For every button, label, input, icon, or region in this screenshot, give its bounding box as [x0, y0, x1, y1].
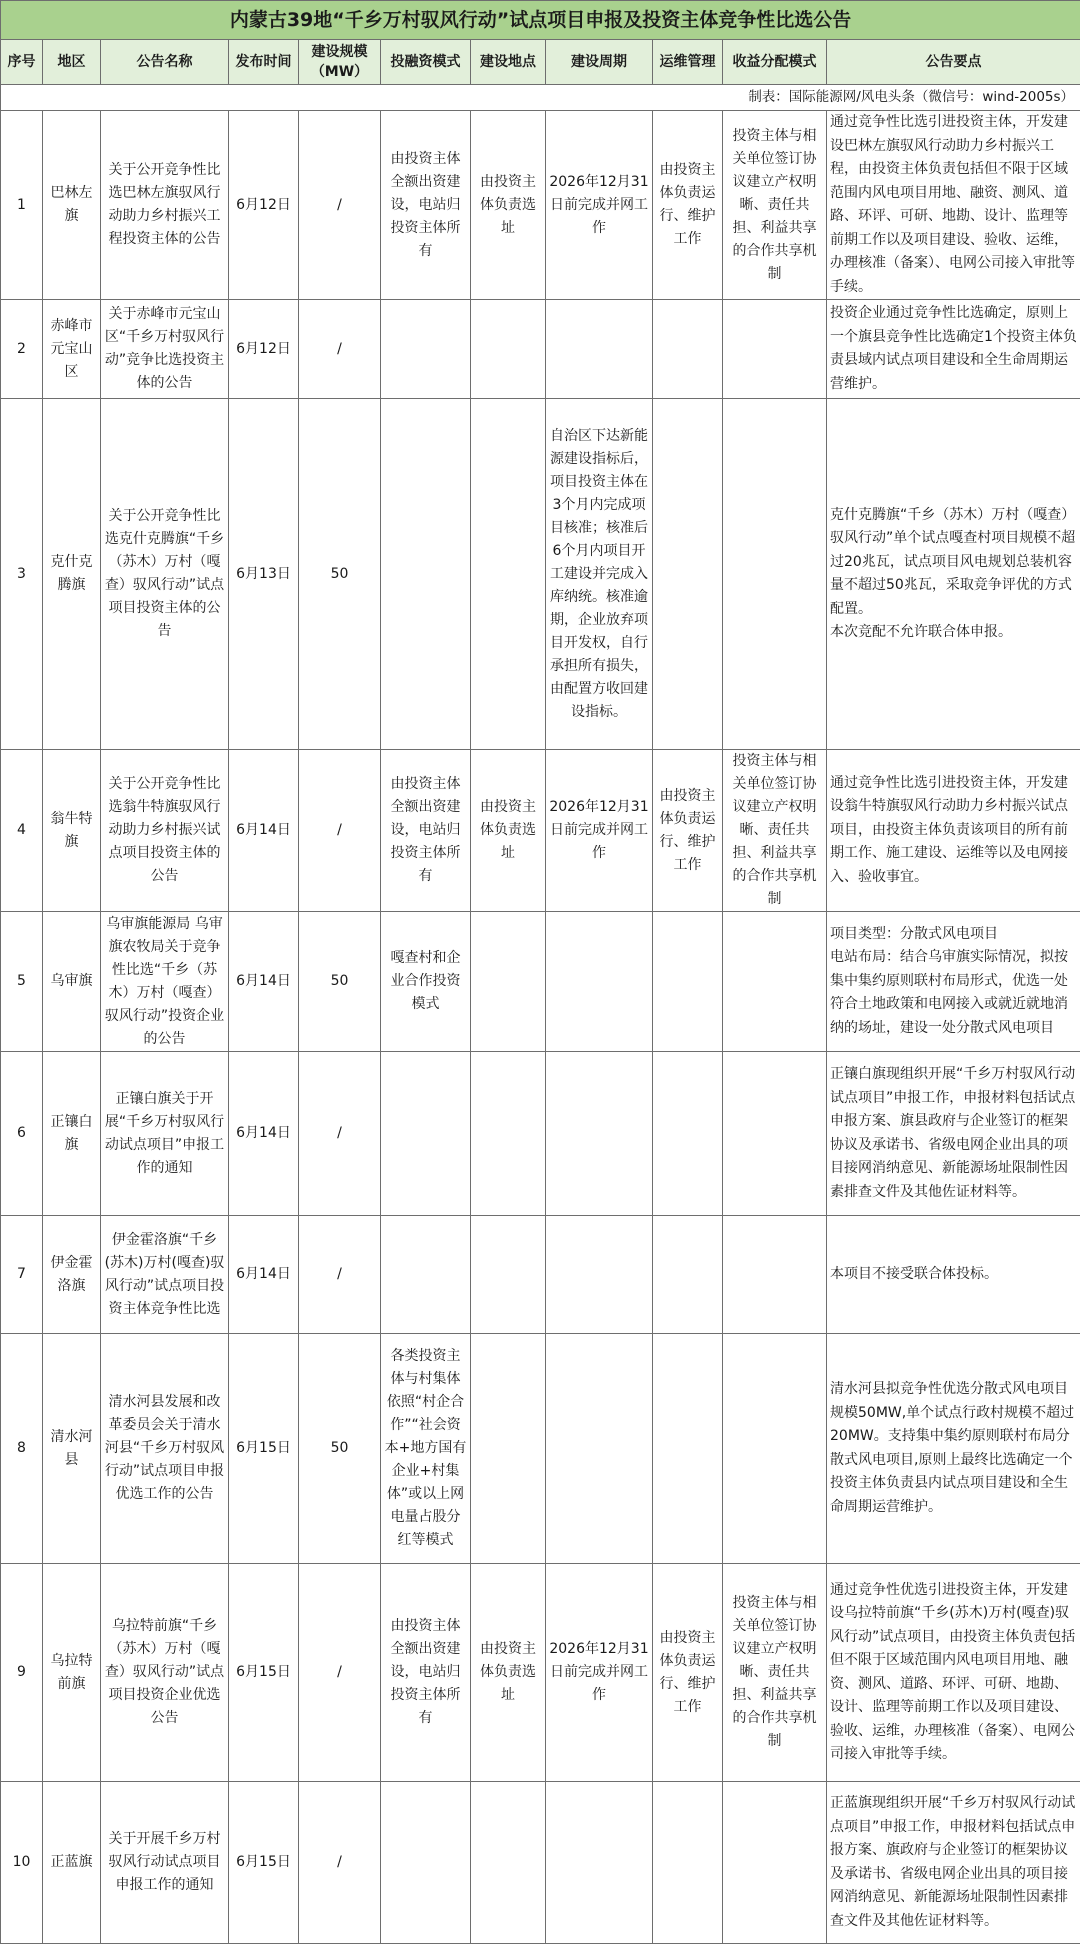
cell-date: 6月12日 — [229, 111, 299, 300]
cell-date: 6月14日 — [229, 750, 299, 912]
cell-scale: / — [299, 750, 381, 912]
notes-paragraph: 通过竞争性比选引进投资主体，开发建设翁牛特旗驭风行动助力乡村振兴试点项目，由投资主体负责该项目的所有前期工作、施工建设、运维等以及电网接入、验收事宜。 — [830, 772, 1078, 890]
cell-revenue: 投资主体与相关单位签订协议建立产权明晰、责任共担、利益共享的合作共享机制 — [723, 750, 827, 912]
cell-site — [471, 1782, 546, 1944]
cell-notes — [827, 1334, 1080, 1564]
cell-scale: / — [299, 1564, 381, 1782]
header-period: 建设周期 — [546, 40, 653, 85]
cell-finance: 嘎查村和企业合作投资模式 — [381, 912, 471, 1052]
cell-scale: / — [299, 1052, 381, 1216]
cell-scale: 50 — [299, 399, 381, 750]
cell-scale: / — [299, 1782, 381, 1944]
cell-name: 关于公开竞争性比选巴林左旗驭风行动助力乡村振兴工程投资主体的公告 — [101, 111, 229, 300]
notes-paragraph: 正镶白旗现组织开展“千乡万村驭风行动试点项目”申报工作，申报材料包括试点申报方案、旗县政府与企业签订的框架协议及承诺书、省级电网企业出具的项目接网消纳意见、新能源场址限制性因素排查文件及其他佐证材料等。 — [830, 1063, 1078, 1204]
notes-paragraph: 正蓝旗现组织开展“千乡万村驭风行动试点项目”申报工作，申报材料包括试点申报方案、旗政府与企业签订的框架协议及承诺书、省级电网企业出具的项目接网消纳意见、新能源场址限制性因素排查文件及其他佐证材料等。 — [830, 1792, 1078, 1933]
cell-ops — [653, 1052, 723, 1216]
cell-notes — [827, 1782, 1080, 1944]
cell-ops — [653, 1782, 723, 1944]
cell-notes — [827, 750, 1080, 912]
cell-seq: 7 — [1, 1216, 43, 1334]
cell-seq: 10 — [1, 1782, 43, 1944]
cell-site — [471, 399, 546, 750]
cell-notes — [827, 1052, 1080, 1216]
cell-region: 伊金霍洛旗 — [43, 1216, 101, 1334]
cell-seq: 8 — [1, 1334, 43, 1564]
cell-ops — [653, 1216, 723, 1334]
cell-revenue — [723, 1216, 827, 1334]
cell-period: 2026年12月31日前完成并网工作 — [546, 750, 653, 912]
cell-revenue: 投资主体与相关单位签订协议建立产权明晰、责任共担、利益共享的合作共享机制 — [723, 1564, 827, 1782]
header-site: 建设地点 — [471, 40, 546, 85]
cell-date: 6月14日 — [229, 912, 299, 1052]
cell-ops: 由投资主体负责运行、维护工作 — [653, 1564, 723, 1782]
header-notes: 公告要点 — [827, 40, 1080, 85]
cell-site: 由投资主体负责选址 — [471, 111, 546, 300]
cell-ops — [653, 1334, 723, 1564]
cell-notes — [827, 1216, 1080, 1334]
cell-revenue — [723, 912, 827, 1052]
cell-name: 关于公开竞争性比选克什克腾旗“千乡（苏木）万村（嘎查）驭风行动”试点项目投资主体的公告 — [101, 399, 229, 750]
cell-ops — [653, 300, 723, 399]
cell-name: 正镶白旗关于开展“千乡万村驭风行动试点项目”申报工作的通知 — [101, 1052, 229, 1216]
cell-region: 乌拉特前旗 — [43, 1564, 101, 1782]
cell-finance: 由投资主体全额出资建设，电站归投资主体所有 — [381, 1564, 471, 1782]
notes-paragraph: 本次竞配不允许联合体申报。 — [830, 621, 1078, 645]
header-finance: 投融资模式 — [381, 40, 471, 85]
cell-site — [471, 1216, 546, 1334]
notes-paragraph: 项目类型：分散式风电项目 — [830, 923, 1078, 947]
cell-period — [546, 912, 653, 1052]
cell-site — [471, 1052, 546, 1216]
header-revenue: 收益分配模式 — [723, 40, 827, 85]
cell-name: 乌拉特前旗“千乡（苏木）万村（嘎查）驭风行动”试点项目投资企业优选公告 — [101, 1564, 229, 1782]
cell-seq: 3 — [1, 399, 43, 750]
cell-revenue — [723, 399, 827, 750]
cell-region: 巴林左旗 — [43, 111, 101, 300]
notes-paragraph: 通过竞争性优选引进投资主体，开发建设乌拉特前旗“千乡(苏木)万村(嘎查)驭风行动”试点项目，由投资主体负责包括但不限于区域范围内风电项目用地、融资、测风、道路、环评、可研、地勘、设计、监理等前期工作以及项目建设、验收、运维，办理核准（备案）、电网公司接入审批等手续。 — [830, 1579, 1078, 1767]
cell-revenue — [723, 1334, 827, 1564]
cell-name: 伊金霍洛旗“千乡(苏木)万村(嘎查)驭风行动”试点项目投资主体竞争性比选 — [101, 1216, 229, 1334]
cell-finance — [381, 1782, 471, 1944]
cell-date: 6月15日 — [229, 1334, 299, 1564]
cell-revenue — [723, 1052, 827, 1216]
cell-region: 乌审旗 — [43, 912, 101, 1052]
column-headers — [1, 40, 1080, 85]
cell-date: 6月14日 — [229, 1052, 299, 1216]
cell-site: 由投资主体负责选址 — [471, 750, 546, 912]
source-credit: 制表：国际能源网/风电头条（微信号：wind-2005s） — [1, 85, 1080, 111]
cell-name: 清水河县发展和改革委员会关于清水河县“千乡万村驭风行动”试点项目申报优选工作的公告 — [101, 1334, 229, 1564]
cell-finance: 由投资主体全额出资建设，电站归投资主体所有 — [381, 111, 471, 300]
cell-period — [546, 1334, 653, 1564]
header-region: 地区 — [43, 40, 101, 85]
notes-paragraph: 投资企业通过竞争性比选确定，原则上一个旗县竞争性比选确定1个投资主体负责县域内试点项目建设和全生命周期运营维护。 — [830, 302, 1078, 396]
cell-scale: / — [299, 1216, 381, 1334]
cell-site: 由投资主体负责选址 — [471, 1564, 546, 1782]
cell-finance — [381, 1052, 471, 1216]
cell-region: 正镶白旗 — [43, 1052, 101, 1216]
table-row — [1, 750, 1080, 912]
cell-scale: 50 — [299, 1334, 381, 1564]
cell-ops: 由投资主体负责运行、维护工作 — [653, 750, 723, 912]
cell-site — [471, 1334, 546, 1564]
notes-paragraph: 清水河县拟竞争性优选分散式风电项目规模50MW,单个试点行政村规模不超过20MW。支持集中集约原则联村布局分散式风电项目,原则上最终比选确定一个投资主体负责县内试点项目建设和全生命周期运营维护。 — [830, 1378, 1078, 1519]
header-scale: 建设规模（MW） — [299, 40, 381, 85]
notes-paragraph: 电站布局：结合乌审旗实际情况，拟按集中集约原则联村布局形式，优选一处符合土地政策和电网接入或就近就地消纳的场址，建设一处分散式风电项目 — [830, 946, 1078, 1040]
cell-revenue — [723, 1782, 827, 1944]
cell-notes — [827, 1564, 1080, 1782]
cell-name: 乌审旗能源局 乌审旗农牧局关于竞争性比选“千乡（苏木）万村（嘎查）驭风行动”投资企业的公告 — [101, 912, 229, 1052]
cell-name: 关于赤峰市元宝山区“千乡万村驭风行动”竞争比选投资主体的公告 — [101, 300, 229, 399]
table-title: 内蒙古39地“千乡万村驭风行动”试点项目申报及投资主体竞争性比选公告 — [1, 1, 1080, 40]
table-row — [1, 1782, 1080, 1944]
cell-notes — [827, 912, 1080, 1052]
cell-date: 6月13日 — [229, 399, 299, 750]
notes-paragraph: 克什克腾旗“千乡（苏木）万村（嘎查）驭风行动”单个试点嘎查村项目规模不超过20兆瓦，试点项目风电规划总装机容量不超过50兆瓦，采取竞争评优的方式配置。 — [830, 504, 1078, 622]
cell-ops: 由投资主体负责运行、维护工作 — [653, 111, 723, 300]
cell-seq: 9 — [1, 1564, 43, 1782]
table-row — [1, 300, 1080, 399]
cell-period: 2026年12月31日前完成并网工作 — [546, 111, 653, 300]
cell-revenue: 投资主体与相关单位签订协议建立产权明晰、责任共担、利益共享的合作共享机制 — [723, 111, 827, 300]
table-row — [1, 1334, 1080, 1564]
notes-paragraph: 通过竞争性比选引进投资主体，开发建设巴林左旗驭风行动助力乡村振兴工程，由投资主体负责包括但不限于区域范围内风电项目用地、融资、测风、道路、环评、可研、地勘、设计、监理等前期工作以及项目建设、验收、运维，办理核准（备案）、电网公司接入审批等手续。 — [830, 111, 1078, 299]
cell-site — [471, 300, 546, 399]
table-row — [1, 111, 1080, 300]
header-name: 公告名称 — [101, 40, 229, 85]
table-row — [1, 1052, 1080, 1216]
table-row — [1, 1564, 1080, 1782]
table-row — [1, 1216, 1080, 1334]
cell-revenue — [723, 300, 827, 399]
cell-date: 6月12日 — [229, 300, 299, 399]
cell-region: 正蓝旗 — [43, 1782, 101, 1944]
cell-period — [546, 300, 653, 399]
cell-seq: 6 — [1, 1052, 43, 1216]
cell-date: 6月14日 — [229, 1216, 299, 1334]
cell-period: 2026年12月31日前完成并网工作 — [546, 1564, 653, 1782]
cell-seq: 4 — [1, 750, 43, 912]
cell-period — [546, 1052, 653, 1216]
cell-seq: 2 — [1, 300, 43, 399]
table-body — [1, 111, 1080, 1944]
cell-name: 关于开展千乡万村驭风行动试点项目申报工作的通知 — [101, 1782, 229, 1944]
cell-notes — [827, 111, 1080, 300]
notes-paragraph: 本项目不接受联合体投标。 — [830, 1263, 1078, 1287]
cell-region: 翁牛特旗 — [43, 750, 101, 912]
cell-period: 自治区下达新能源建设指标后，项目投资主体在3个月内完成项目核准；核准后6个月内项目开工建设并完成入库纳统。核准逾期，企业放弃项目开发权，自行承担所有损失，由配置方收回建设指标。 — [546, 399, 653, 750]
cell-notes — [827, 300, 1080, 399]
header-seq: 序号 — [1, 40, 43, 85]
cell-ops — [653, 399, 723, 750]
cell-region: 克什克腾旗 — [43, 399, 101, 750]
cell-period — [546, 1216, 653, 1334]
cell-scale: / — [299, 111, 381, 300]
cell-seq: 1 — [1, 111, 43, 300]
cell-site — [471, 912, 546, 1052]
cell-region: 赤峰市元宝山区 — [43, 300, 101, 399]
cell-name: 关于公开竞争性比选翁牛特旗驭风行动助力乡村振兴试点项目投资主体的公告 — [101, 750, 229, 912]
cell-period — [546, 1782, 653, 1944]
cell-scale: / — [299, 300, 381, 399]
cell-date: 6月15日 — [229, 1782, 299, 1944]
cell-date: 6月15日 — [229, 1564, 299, 1782]
table-row — [1, 399, 1080, 750]
cell-seq: 5 — [1, 912, 43, 1052]
cell-ops — [653, 912, 723, 1052]
cell-finance: 各类投资主体与村集体依照“村企合作”“社会资本+地方国有企业+村集体”或以上网电量占股分红等模式 — [381, 1334, 471, 1564]
cell-region: 清水河县 — [43, 1334, 101, 1564]
header-date: 发布时间 — [229, 40, 299, 85]
cell-scale: 50 — [299, 912, 381, 1052]
header-ops: 运维管理 — [653, 40, 723, 85]
cell-finance: 由投资主体全额出资建设，电站归投资主体所有 — [381, 750, 471, 912]
cell-finance — [381, 399, 471, 750]
cell-notes — [827, 399, 1080, 750]
cell-finance — [381, 300, 471, 399]
cell-finance — [381, 1216, 471, 1334]
table-row — [1, 912, 1080, 1052]
